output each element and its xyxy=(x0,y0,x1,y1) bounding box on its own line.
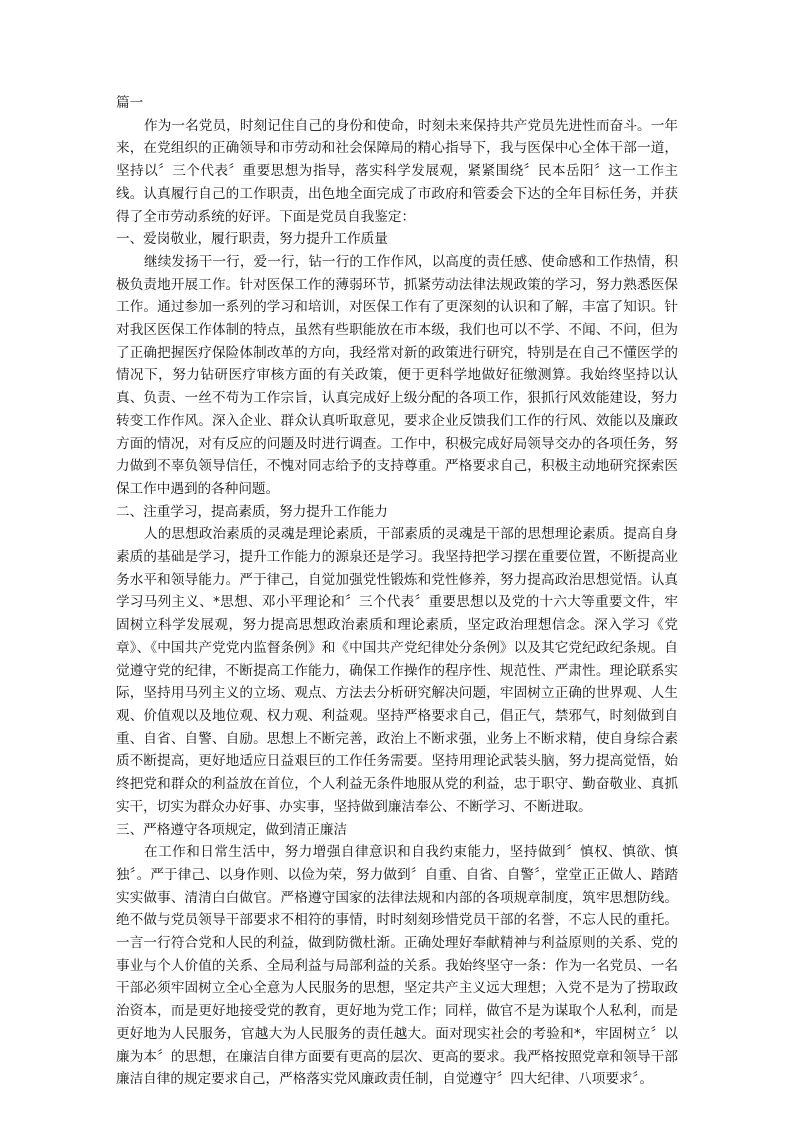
intro-paragraph: 作为一名党员，时刻记住自己的身份和使命，时刻未来保持共产党员先进性而奋斗。一年来，在党组织的正确领导和市劳动和社会保障局的精心指导下，我与医保中心全体干部一道，坚持以〞三个代表〞重要思想为指导，落实科学发展观，紧紧围绕〞民本岳阳〞这一工作主线。认真履行自己的工作职责，出色地全面完成了市政府和管委会下达的全年目标任务，并获得了全市劳动系统的好评。下面是党员自我鉴定： xyxy=(116,117,678,225)
section-3-heading: 三、严格遵守各项规定，做到清正廉洁 xyxy=(116,821,348,838)
section-1-heading: 一、爱岗敬业，履行职责，努力提升工作质量 xyxy=(116,231,388,248)
section-2-heading: 二、注重学习，提高素质，努力提升工作能力 xyxy=(116,503,388,520)
section-1-paragraph: 继续发扬干一行，爱一行，钻一行的工作作风，以高度的责任感、使命感和工作热情，积极负责地开展工作。针对医保工作的薄弱环节，抓紧劳动法律法规政策的学习，努力熟悉医保工作。通过参加一系列的学习和培训，对医保工作有了更深刻的认识和了解，丰富了知识。针对我区医保工作体制的特点，虽然有些职能放在市本级，我们也可以不学、不闻、不问，但为了正确把握医疗保险体制改革的方向，我经常对新的政策进行研究，特别是在自己不懂医学的情况下，努力钻研医疗审核方面的有关政策，便于更科学地做好征缴测算。我始终坚持以认真、负责、一丝不苟为工作宗旨，认真完成好上级分配的各项工作，狠抓行风效能建设，努力转变工作作风。深入企业、群众认真听取意见，要求企业反馈我们工作的行风、效能以及廉政方面的情况，对有反应的问题及时进行调查。工作中，积极完成好局领导交办的各项任务，努力做到不辜负领导信任，不愧对同志给予的支持尊重。严格要求自己，积极主动地研究探索医保工作中遇到的各种问题。 xyxy=(116,253,678,497)
document-title: 篇一 xyxy=(116,95,144,111)
document-body xyxy=(116,92,678,1091)
section-2-paragraph: 人的思想政治素质的灵魂是理论素质，干部素质的灵魂是干部的思想理论素质。提高自身素质的基础是学习，提升工作能力的源泉还是学习。我坚持把学习摆在重要位置，不断提高业务水平和领导能力。严于律己，自觉加强党性锻炼和党性修养，努力提高政治思想觉悟。认真学习马列主义、*思想、邓小平理论和〞三个代表〞重要思想以及党的十六大等重要文件，牢固树立科学发展观，努力提高思想政治素质和理论素质，坚定政治理想信念。深入学习《党章》、《中国共产党党内监督条例》和《中国共产党纪律处分条例》以及其它党纪政纪条规。自觉遵守党的纪律，不断提高工作能力，确保工作操作的程序性、规范性、严肃性。理论联系实际，坚持用马列主义的立场、观点、方法去分析研究解决问题，牢固树立正确的世界观、人生观、价值观以及地位观、权力观、利益观。坚持严格要求自己，倡正气，禁邪气，时刻做到自重、自省、自警、自励。思想上不断完善，政治上不断求强，业务上不断求精，使自身综合素质不断提高，更好地适应日益艰巨的工作任务需要。坚持用理论武装头脑，努力提高觉悟，始终把党和群众的利益放在首位，个人利益无条件地服从党的利益，忠于职守、勤奋敬业、真抓实干，切实为群众办好事、办实事，坚持做到廉洁奉公、不断学习、不断进取。 xyxy=(116,526,678,815)
section-3-paragraph: 在工作和日常生活中，努力增强自律意识和自我约束能力，坚持做到〞慎权、慎欲、慎独〞。严于律己、以身作则、以俭为荣，努力做到〞自重、自省、自警〞，堂堂正正做人、踏踏实实做事、清清白白做官。严格遵守国家的法律法规和内部的各项规章制度，筑牢思想防线。绝不做与党员领导干部要求不相符的事情，时时刻刻珍惜党员干部的名誉，不忘人民的重托。一言一行符合党和人民的利益，做到防微杜渐。正确处理好奉献精神与利益原则的关系、党的事业与个人价值的关系、全局利益与局部利益的关系。我始终坚守一条：作为一名党员、一名干部必须牢固树立全心全意为人民服务的思想，坚定共产主义远大理想；入党不是为了捞取政治资本，而是更好地接受党的教育，更好地为党工作；同样，做官不是为谋取个人私利，而是更好地为人民服务，官越大为人民服务的责任越大。面对现实社会的考验和*，牢固树立〞以廉为本〞的思想，在廉洁自律方面要有更高的层次、更高的要求。我严格按照党章和领导干部廉洁自律的规定要求自己，严格落实党风廉政责任制，自觉遵守〞四大纪律、八项要求〞。 xyxy=(116,844,678,1088)
